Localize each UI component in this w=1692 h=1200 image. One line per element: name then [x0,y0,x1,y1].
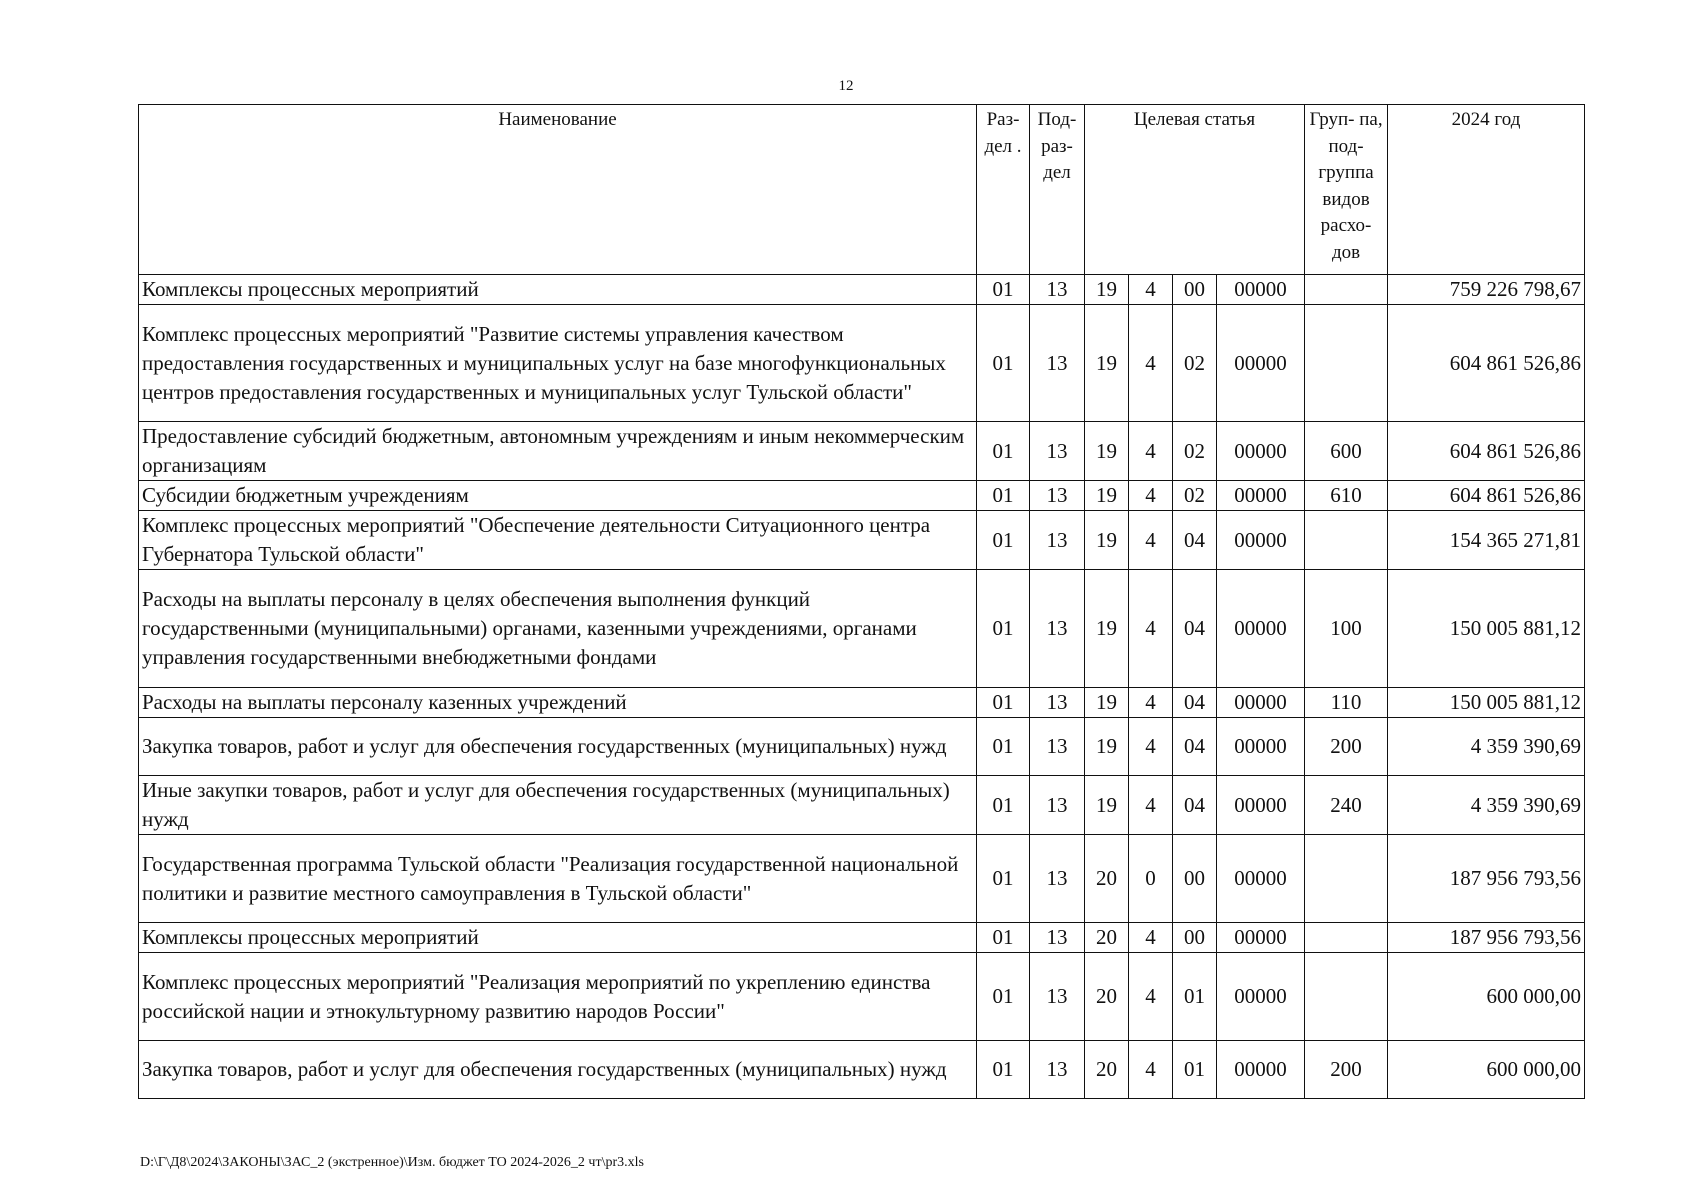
row-podrazdel: 13 [1030,923,1085,953]
page-number: 12 [838,78,854,94]
table-row [139,481,1585,511]
table-row [139,923,1585,953]
header-group: Груп- па, под- группа видов расхо- дов [1305,105,1388,275]
row-target-article-program: 19 [1085,570,1129,688]
row-podrazdel: 13 [1030,275,1085,305]
row-razdel: 01 [977,511,1030,570]
row-expense-group: 200 [1305,718,1388,776]
row-target-article-type: 4 [1129,305,1173,422]
budget-table [138,104,1585,1099]
row-amount-2024: 154 365 271,81 [1388,511,1585,570]
row-podrazdel: 13 [1030,422,1085,481]
row-target-article-direction: 00000 [1217,305,1305,422]
row-name: Закупка товаров, работ и услуг для обеспечения государственных (муниципальных) нужд [139,1041,977,1099]
row-razdel: 01 [977,835,1030,923]
row-podrazdel: 13 [1030,570,1085,688]
row-razdel: 01 [977,570,1030,688]
header-target-article: Целевая статья [1085,105,1305,275]
row-target-article-type: 4 [1129,481,1173,511]
table-row [139,1041,1585,1099]
row-podrazdel: 13 [1030,1041,1085,1099]
row-name: Субсидии бюджетным учреждениям [139,481,977,511]
row-target-article-type: 4 [1129,776,1173,835]
table-row [139,776,1585,835]
row-target-article-structure: 04 [1173,718,1217,776]
row-target-article-structure: 02 [1173,305,1217,422]
table-row [139,275,1585,305]
row-podrazdel: 13 [1030,953,1085,1041]
row-target-article-type: 4 [1129,718,1173,776]
row-target-article-type: 4 [1129,511,1173,570]
row-target-article-program: 19 [1085,688,1129,718]
row-expense-group [1305,923,1388,953]
row-podrazdel: 13 [1030,718,1085,776]
row-target-article-structure: 04 [1173,511,1217,570]
row-target-article-structure: 02 [1173,422,1217,481]
row-amount-2024: 604 861 526,86 [1388,422,1585,481]
row-target-article-program: 19 [1085,511,1129,570]
row-target-article-structure: 04 [1173,776,1217,835]
row-podrazdel: 13 [1030,511,1085,570]
row-target-article-program: 19 [1085,776,1129,835]
header-razdel: Раз- дел . [977,105,1030,275]
row-target-article-program: 19 [1085,718,1129,776]
row-expense-group [1305,835,1388,923]
row-expense-group [1305,953,1388,1041]
row-target-article-structure: 00 [1173,275,1217,305]
row-target-article-type: 4 [1129,923,1173,953]
row-razdel: 01 [977,688,1030,718]
row-expense-group [1305,275,1388,305]
row-target-article-type: 4 [1129,422,1173,481]
row-target-article-direction: 00000 [1217,511,1305,570]
row-target-article-direction: 00000 [1217,422,1305,481]
row-amount-2024: 604 861 526,86 [1388,481,1585,511]
row-name: Иные закупки товаров, работ и услуг для обеспечения государственных (муниципальных) нужд [139,776,977,835]
row-target-article-type: 4 [1129,688,1173,718]
row-amount-2024: 600 000,00 [1388,953,1585,1041]
row-amount-2024: 4 359 390,69 [1388,718,1585,776]
row-expense-group: 100 [1305,570,1388,688]
row-amount-2024: 759 226 798,67 [1388,275,1585,305]
table-row [139,688,1585,718]
row-razdel: 01 [977,275,1030,305]
row-target-article-direction: 00000 [1217,688,1305,718]
row-name: Расходы на выплаты персоналу в целях обеспечения выполнения функций государственными (муниципальными) органами, казенными учреждениями, органами управления государственными внебюджетными фондами [139,570,977,688]
table-row [139,835,1585,923]
row-podrazdel: 13 [1030,481,1085,511]
table-body [139,275,1585,1099]
row-target-article-structure: 00 [1173,923,1217,953]
table-row [139,718,1585,776]
row-target-article-direction: 00000 [1217,835,1305,923]
row-razdel: 01 [977,422,1030,481]
row-podrazdel: 13 [1030,305,1085,422]
row-amount-2024: 187 956 793,56 [1388,923,1585,953]
table-row [139,953,1585,1041]
row-expense-group [1305,511,1388,570]
row-target-article-structure: 04 [1173,688,1217,718]
header-podrazdel: Под- раз- дел [1030,105,1085,275]
row-amount-2024: 150 005 881,12 [1388,570,1585,688]
row-amount-2024: 187 956 793,56 [1388,835,1585,923]
row-razdel: 01 [977,718,1030,776]
row-target-article-direction: 00000 [1217,275,1305,305]
row-target-article-program: 19 [1085,305,1129,422]
row-name: Закупка товаров, работ и услуг для обеспечения государственных (муниципальных) нужд [139,718,977,776]
row-target-article-direction: 00000 [1217,1041,1305,1099]
row-target-article-direction: 00000 [1217,923,1305,953]
row-target-article-type: 4 [1129,570,1173,688]
row-expense-group: 110 [1305,688,1388,718]
row-target-article-type: 0 [1129,835,1173,923]
row-target-article-program: 20 [1085,835,1129,923]
row-amount-2024: 4 359 390,69 [1388,776,1585,835]
row-target-article-direction: 00000 [1217,776,1305,835]
row-amount-2024: 604 861 526,86 [1388,305,1585,422]
row-expense-group: 240 [1305,776,1388,835]
row-target-article-program: 20 [1085,1041,1129,1099]
row-podrazdel: 13 [1030,835,1085,923]
row-target-article-program: 20 [1085,953,1129,1041]
row-target-article-direction: 00000 [1217,718,1305,776]
row-target-article-program: 20 [1085,923,1129,953]
row-target-article-program: 19 [1085,422,1129,481]
row-razdel: 01 [977,776,1030,835]
row-expense-group [1305,305,1388,422]
row-razdel: 01 [977,953,1030,1041]
row-podrazdel: 13 [1030,688,1085,718]
row-name: Расходы на выплаты персоналу казенных учреждений [139,688,977,718]
row-expense-group: 200 [1305,1041,1388,1099]
row-podrazdel: 13 [1030,776,1085,835]
row-target-article-program: 19 [1085,275,1129,305]
row-target-article-structure: 04 [1173,570,1217,688]
row-razdel: 01 [977,305,1030,422]
row-name: Комплексы процессных мероприятий [139,923,977,953]
row-expense-group: 610 [1305,481,1388,511]
row-target-article-type: 4 [1129,275,1173,305]
table-header-row [139,105,1585,275]
table-row [139,511,1585,570]
row-name: Государственная программа Тульской области "Реализация государственной национальной политики и развитие местного самоуправления в Тульской области" [139,835,977,923]
row-razdel: 01 [977,923,1030,953]
row-razdel: 01 [977,481,1030,511]
row-target-article-direction: 00000 [1217,570,1305,688]
row-target-article-structure: 01 [1173,1041,1217,1099]
row-amount-2024: 600 000,00 [1388,1041,1585,1099]
row-target-article-type: 4 [1129,953,1173,1041]
row-name: Комплекс процессных мероприятий "Обеспечение деятельности Ситуационного центра Губернатора Тульской области" [139,511,977,570]
row-expense-group: 600 [1305,422,1388,481]
row-target-article-structure: 02 [1173,481,1217,511]
row-amount-2024: 150 005 881,12 [1388,688,1585,718]
row-target-article-direction: 00000 [1217,953,1305,1041]
row-target-article-structure: 01 [1173,953,1217,1041]
footer-file-path: D:\Г\Д8\2024\ЗАКОНЫ\ЗАС_2 (экстренное)\Изм. бюджет ТО 2024-2026_2 чт\pr3.xls [140,1155,644,1170]
table-row [139,570,1585,688]
row-razdel: 01 [977,1041,1030,1099]
table-row [139,305,1585,422]
row-target-article-direction: 00000 [1217,481,1305,511]
row-name: Комплексы процессных мероприятий [139,275,977,305]
row-name: Комплекс процессных мероприятий "Реализация мероприятий по укреплению единства российской нации и этнокультурному развитию народов России" [139,953,977,1041]
row-name: Предоставление субсидий бюджетным, автономным учреждениям и иным некоммерческим организациям [139,422,977,481]
row-target-article-program: 19 [1085,481,1129,511]
header-year: 2024 год [1388,105,1585,275]
row-name: Комплекс процессных мероприятий "Развитие системы управления качеством предоставления государственных и муниципальных услуг на базе многофункциональных центров предоставления государственных и муниципальных услуг Тульской области" [139,305,977,422]
header-name: Наименование [139,105,977,275]
table-row [139,422,1585,481]
row-target-article-type: 4 [1129,1041,1173,1099]
row-target-article-structure: 00 [1173,835,1217,923]
